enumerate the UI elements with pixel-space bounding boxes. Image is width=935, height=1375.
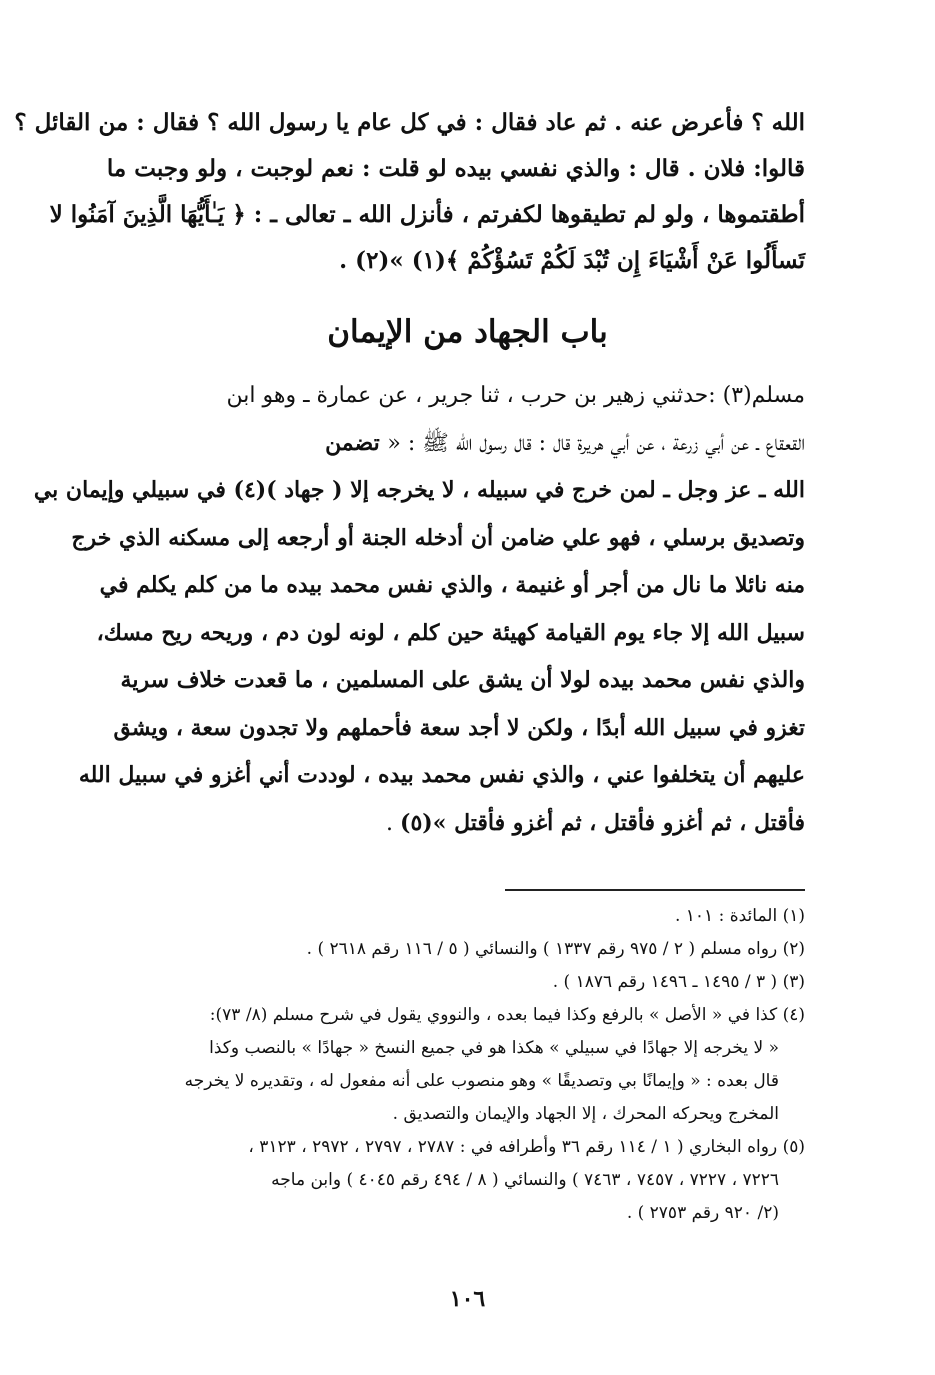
text-line: سبيل الله إلا جاء يوم القيامة كهيئة حين كلم ، لونه لون دم ، وريحه ريح مسك، <box>96 619 805 646</box>
text-line: فأقتل ، ثم أغزو فأقتل ، ثم أغزو فأقتل »(٥) . <box>386 809 805 836</box>
text-line: القعقاع ـ عن أبي زرعة ، عن أبي هريرة قال : قال رسول الله ﷺ : « تضمن <box>325 429 805 456</box>
footnote-divider <box>505 889 805 891</box>
text-line: تغزو في سبيل الله أبدًا ، ولكن لا أجد سعة فأحملهم ولا تجدون سعة ، ويشق <box>113 714 805 741</box>
footnote-line: (٢) رواه مسلم ( ٢ / ٩٧٥ رقم ١٣٣٧ ) والنسائي ( ٥ / ١١٦ رقم ٢٦١٨ ) . <box>306 939 805 959</box>
footnote-1 <box>55 900 805 933</box>
footnote-line: (٢/ ٩٢٠ رقم ٢٧٥٣ ) . <box>626 1203 779 1223</box>
footnote-line: (١) المائدة : ١٠١ . <box>674 906 805 926</box>
chapter-heading: باب الجهاد من الإيمان <box>327 314 608 350</box>
footnote-line: (٤) كذا في « الأصل » بالرفع وكذا فيما بعده ، والنووي يقول في شرح مسلم (٨/ ٧٣): <box>209 1005 805 1025</box>
text-line: عليهم أن يتخلفوا عني ، والذي نفس محمد بيده ، لوددت أني أغزو في سبيل الله <box>78 762 805 788</box>
text-line: قالوا: فلان . قال : والذي نفسي بيده لو قلت : نعم لوجبت ، ولو وجبت ما <box>106 155 805 182</box>
hadith-paragraph <box>33 372 805 847</box>
text-line: مسلم(٣) :حدثني زهير بن حرب ، ثنا جرير ، عن عمارة ـ وهو ابن <box>226 383 805 408</box>
footnote-line: « لا يخرجه إلا جهادًا في سبيلي » هكذا هو في جميع النسخ « جهادًا » بالنصب وكذا <box>209 1038 779 1058</box>
text-line: وتصديق برسلي ، فهو علي ضامن أن أدخله الجنة أو أرجعه إلى مسكنه الذي خرج <box>71 524 805 551</box>
footnote-line: ٧٢٢٦ ، ٧٢٢٧ ، ٧٤٥٧ ، ٧٤٦٣ ) والنسائي ( ٨ / ٤٩٤ رقم ٤٠٤٥ ) وابن ماجه <box>271 1170 779 1190</box>
continued-hadith-paragraph <box>14 100 805 284</box>
text-line: والذي نفس محمد بيده لولا أن يشق على المسلمين ، ما قعدت خلاف سرية <box>120 667 805 693</box>
footnote-3 <box>55 966 805 999</box>
footnote-2 <box>55 933 805 966</box>
text-line: الله ؟ فأعرض عنه . ثم عاد فقال : في كل عام يا رسول الله ؟ فقال : من القائل ؟ <box>14 109 805 136</box>
footnote-4 <box>55 999 805 1131</box>
footnote-line: (٣) ( ٣ / ١٤٩٥ ـ ١٤٩٦ رقم ١٨٧٦ ) . <box>552 972 805 992</box>
footnote-line: المخرج ويحركه المحرك ، إلا الجهاد والإيمان والتصديق . <box>392 1104 779 1124</box>
page-number: ١٠٦ <box>449 1286 486 1312</box>
footnote-5 <box>55 1131 805 1230</box>
text-line: الله ـ عز وجل ـ لمن خرج في سبيله ، لا يخرجه إلا ( جهاد )(٤) في سبيلي وإيمان بي <box>33 477 805 503</box>
footnote-line: قال بعده : « وإيمانًا بي وتصديقًا » وهو منصوب على أنه مفعول له ، وتقديره لا يخرجه <box>184 1071 779 1091</box>
text-line: منه نائلا ما نال من أجر أو غنيمة ، والذي نفس محمد بيده ما من كلم يكلم في <box>99 572 805 598</box>
footnote-line: (٥) رواه البخاري ( ١ / ١١٤ رقم ٣٦ وأطرافه في : ٢٧٨٧ ، ٢٧٩٧ ، ٢٩٧٢ ، ٣١٢٣ ، <box>248 1137 805 1157</box>
text-line: تَسأَلُوا عَنْ أَشْيَاءَ إِن تُبْدَ لَكُمْ تَسُؤْكُمْ ﴾(١) »(٢) . <box>339 247 805 274</box>
text-line: أطقتموها ، ولو لم تطيقوها لكفرتم ، فأنزل الله ـ تعالى ـ : ﴿ يَـٰأَيُّهَا الَّذِينَ آمَنُوا لا <box>49 201 805 228</box>
footnotes <box>55 900 805 1230</box>
